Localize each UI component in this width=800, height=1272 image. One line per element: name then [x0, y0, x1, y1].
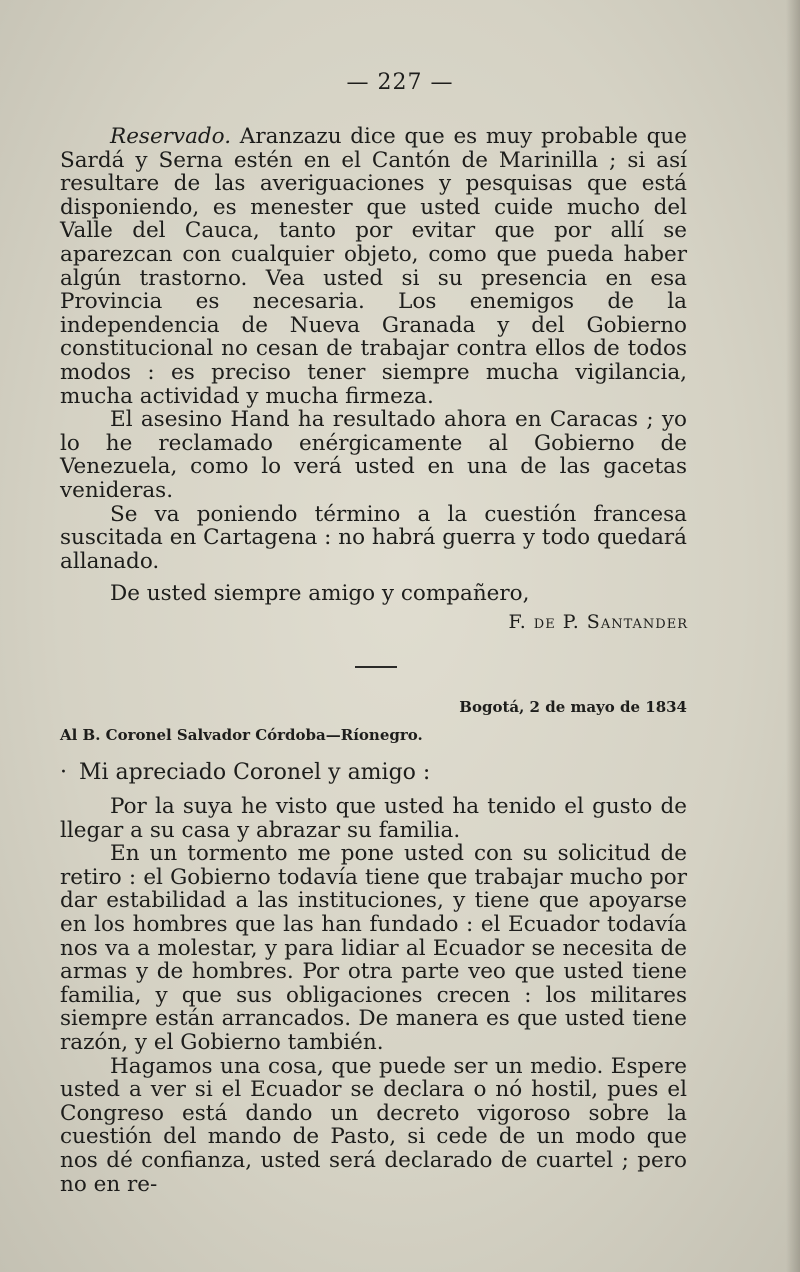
- page-edge-shadow: [786, 0, 800, 1272]
- addressee: Al B. Coronel Salvador Córdoba—Ríonegro.: [60, 726, 423, 744]
- paragraph-hagamos: Hagamos una cosa, que puede ser un medio. Espere usted a ver si el Ecuador se declara o nó hostil, pues el Congreso está dando un decreto vigoroso sobre la cuestión del mando de Pasto, si cede de un modo que nos dé confianza, usted será declarado de cuartel ; pero no en re-: [60, 1053, 687, 1197]
- signature-initial-p: P.: [562, 611, 580, 633]
- letter-1-body: [60, 125, 687, 606]
- paragraph-reservado: [60, 125, 687, 408]
- salutation: [60, 760, 430, 785]
- paragraph-hand: El asesino Hand ha resultado ahora en Caracas ; yo lo he reclamado enérgicamente al Gobierno de Venezuela, como lo verá usted en una de las gacetas venideras.: [60, 407, 687, 503]
- letter-2-body: [60, 795, 687, 1196]
- salutation-mark: ·: [60, 760, 67, 785]
- reservado-label: Reservado.: [110, 124, 232, 149]
- signature-name: Santander: [586, 611, 688, 633]
- signature-de: de: [533, 611, 556, 633]
- letter-date: Bogotá, 2 de mayo de 1834: [459, 698, 687, 716]
- signature-initial: F.: [508, 611, 527, 633]
- paragraph-tormento: En un tormento me pone usted con su solicitud de retiro : el Gobierno todavía tiene que trabajar mucho por dar estabilidad a las instituciones, y tiene que apoyarse en los hombres que las han fundado : el Ecuador todavía nos va a molestar, y para lidiar al Ecuador se necesita de armas y de hombres. Por otra parte veo que usted tiene familia, y que sus obligaciones crecen : los militares siempre están arrancados. De manera es que usted tiene razón, y el Gobierno también.: [60, 841, 687, 1055]
- paragraph-francesa: Se va poniendo término a la cuestión francesa suscitada en Cartagena : no habrá guerra y todo quedará allanado.: [60, 501, 687, 574]
- paragraph-text: Aranzazu dice que es muy probable que Sardá y Serna estén en el Cantón de Marinilla ; si así resultare de las averiguaciones y pesquisas que está disponiendo, es menester que usted cuide mucho del Valle del Cauca, tanto por evitar que por allí se aparezcan con cualquier objeto, como que pueda haber algún trastorno. Vea usted si su presencia en esa Provincia es necesaria. Los enemigos de la independencia de Nueva Granada y del Gobierno constitucional no cesan de trabajar contra ellos de todos modos : es preciso tener siempre mucha vigilancia, mucha actividad y mucha firmeza.: [60, 124, 687, 409]
- signature: [508, 611, 688, 633]
- section-divider: [355, 666, 397, 668]
- closing-line: De usted siempre amigo y compañero,: [110, 581, 530, 607]
- salutation-text: Mi apreciado Coronel y amigo :: [79, 760, 431, 785]
- paragraph-gusto: Por la suya he visto que usted ha tenido el gusto de llegar a su casa y abrazar su familia.: [60, 794, 687, 843]
- page-number: — 227 —: [346, 70, 454, 95]
